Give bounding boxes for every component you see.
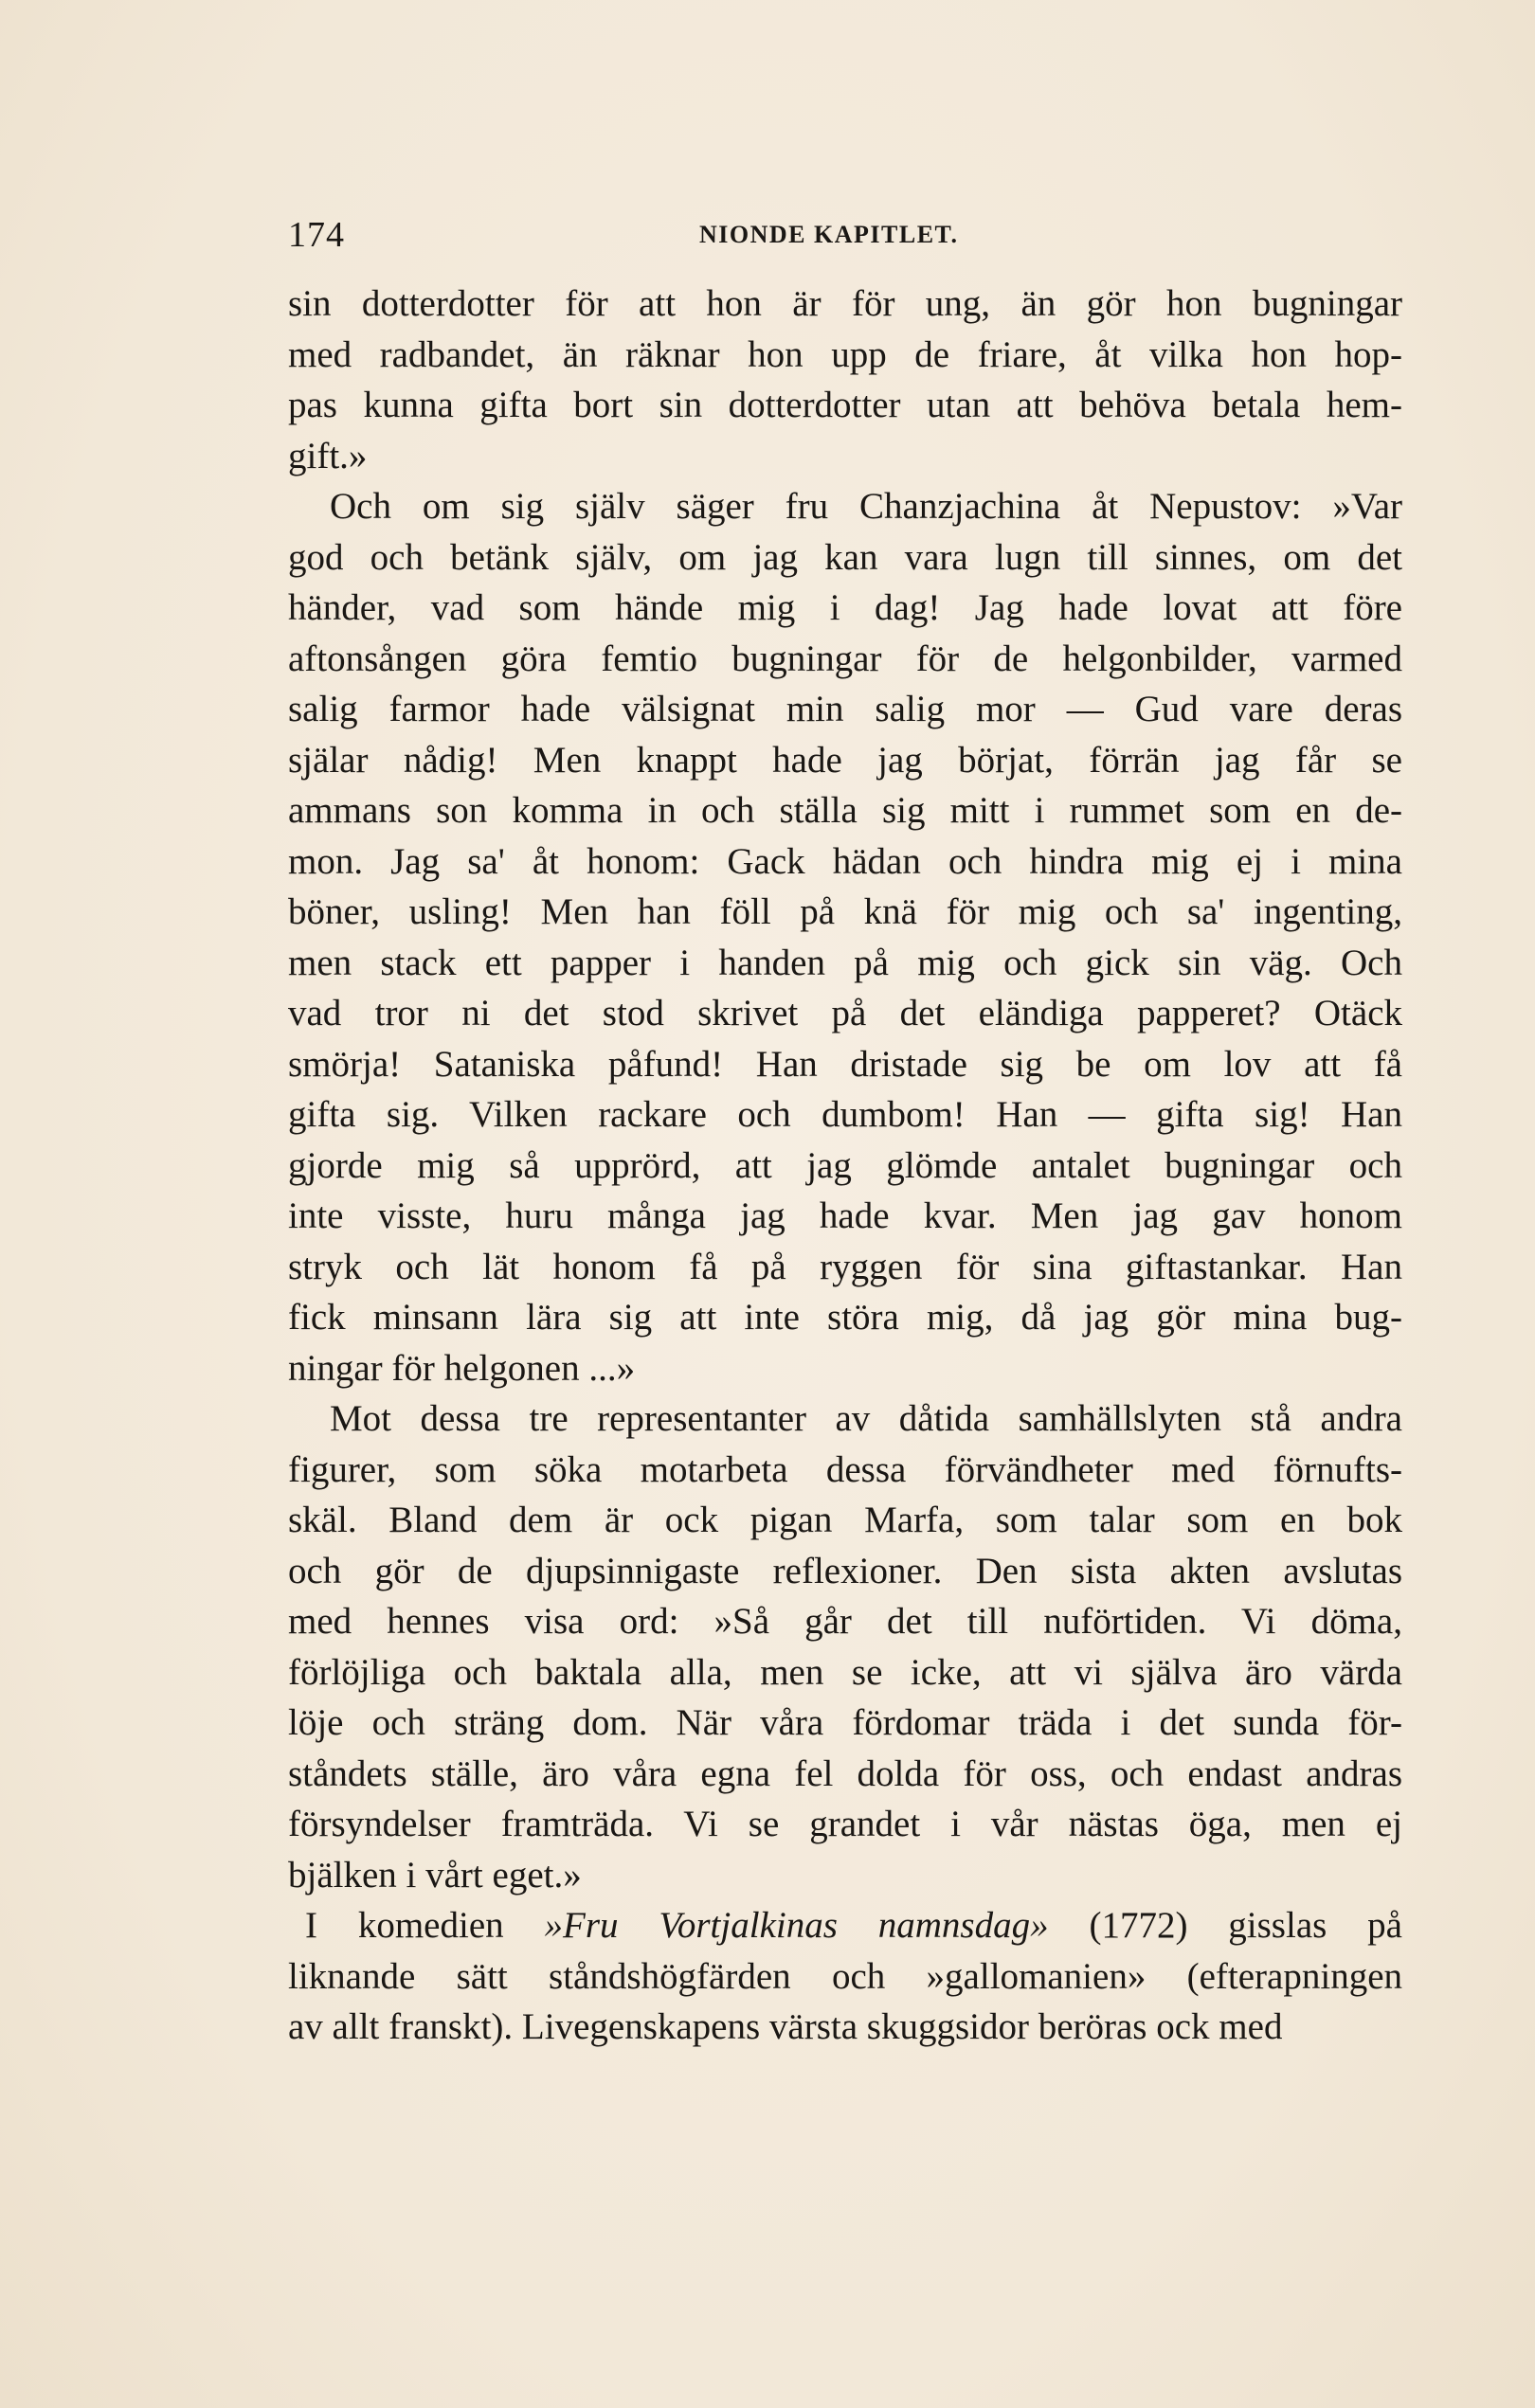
text-line: god och betänk själv, om jag kan vara lugn till sinnes, om det [288,536,1402,578]
page-number: 174 [288,215,345,255]
text-line: löje och sträng dom. När våra fördomar träda i det sunda för- [288,1702,1402,1743]
text-line: ningar för helgonen ...» [288,1347,636,1389]
text-line: av allt franskt). Livegenskapens värsta skuggsidor beröras ock med [288,2006,1283,2047]
body-text [288,279,1402,2053]
text-line: vad tror ni det stod skrivet på det eländiga papperet? Otäck [288,993,1402,1033]
text-line: ammans son komma in och ställa sig mitt i rummet som en de- [288,790,1402,831]
text-line: fick minsann lära sig att inte störa mig, då jag gör mina bug- [288,1297,1402,1338]
text-line: böner, usling! Men han föll på knä för mig och sa' ingenting, [288,891,1402,932]
text-line: gift.» [288,435,368,476]
text-line: stryk och lät honom få på ryggen för sina giftastankar. Han [288,1246,1402,1287]
running-title: NIONDE KAPITLET. [699,221,959,248]
text-line: med hennes visa ord: »Så går det till nuförtiden. Vi döma, [288,1601,1402,1642]
text-line: bjälken i vårt eget.» [288,1854,582,1896]
text-fragment: (1772) gisslas på [1048,1905,1402,1946]
text-fragment: I komedien [305,1905,545,1946]
text-line: liknande sätt ståndshögfärden och »gallomanien» (efterapningen [288,1955,1402,1997]
text-line: mon. Jag sa' åt honom: Gack hädan och hindra mig ej i mina [288,840,1402,882]
text-line: förlöjliga och baktala alla, men se icke, att vi själva äro värda [288,1651,1402,1693]
text-line: men stack ett papper i handen på mig och gick sin väg. Och [288,942,1402,983]
text-line: händer, vad som hände mig i dag! Jag hade lovat att före [288,587,1402,628]
text-line: ståndets ställe, äro våra egna fel dolda för oss, och endast andras [288,1752,1402,1794]
text-line: med radbandet, än räknar hon upp de friare, åt vilka hon hop- [288,333,1402,375]
text-line: figurer, som söka motarbeta dessa förvändheter med förnufts- [288,1448,1402,1490]
page-header [288,207,1402,263]
play-title: »Fru Vortjalkinas namnsdag» [544,1905,1049,1946]
text-line: gifta sig. Vilken rackare och dumbom! Han — gifta sig! Han [288,1094,1402,1135]
text-line: Och om sig själv säger fru Chanzjachina åt Nepustov: »Var [330,486,1402,527]
text-line: Mot dessa tre representanter av dåtida samhällslyten stå andra [330,1398,1402,1439]
text-line: försyndelser framträda. Vi se grandet i vår nästas öga, men ej [288,1804,1402,1844]
text-line: gjorde mig så upprörd, att jag glömde antalet bugningar och [288,1144,1402,1186]
text-line: själar nådig! Men knappt hade jag börjat, förrän jag får se [288,739,1402,781]
text-line: och gör de djupsinnigaste reflexioner. Den sista akten avslutas [288,1550,1402,1591]
text-line: salig farmor hade välsignat min salig mor — Gud vare deras [288,689,1402,729]
text-line: inte visste, huru många jag hade kvar. Men jag gav honom [288,1195,1402,1236]
text-line: sin dotterdotter för att hon är för ung, än gör hon bugningar [288,283,1402,324]
text-line: aftonsången göra femtio bugningar för de helgonbilder, varmed [288,638,1402,679]
text-line: smörja! Sataniska påfund! Han dristade sig be om lov att få [288,1043,1402,1085]
text-line: skäl. Bland dem är ock pigan Marfa, som talar som en bok [288,1500,1402,1540]
text-line [288,1900,1402,1951]
text-line: pas kunna gifta bort sin dotterdotter utan att behöva betala hem- [288,385,1402,425]
